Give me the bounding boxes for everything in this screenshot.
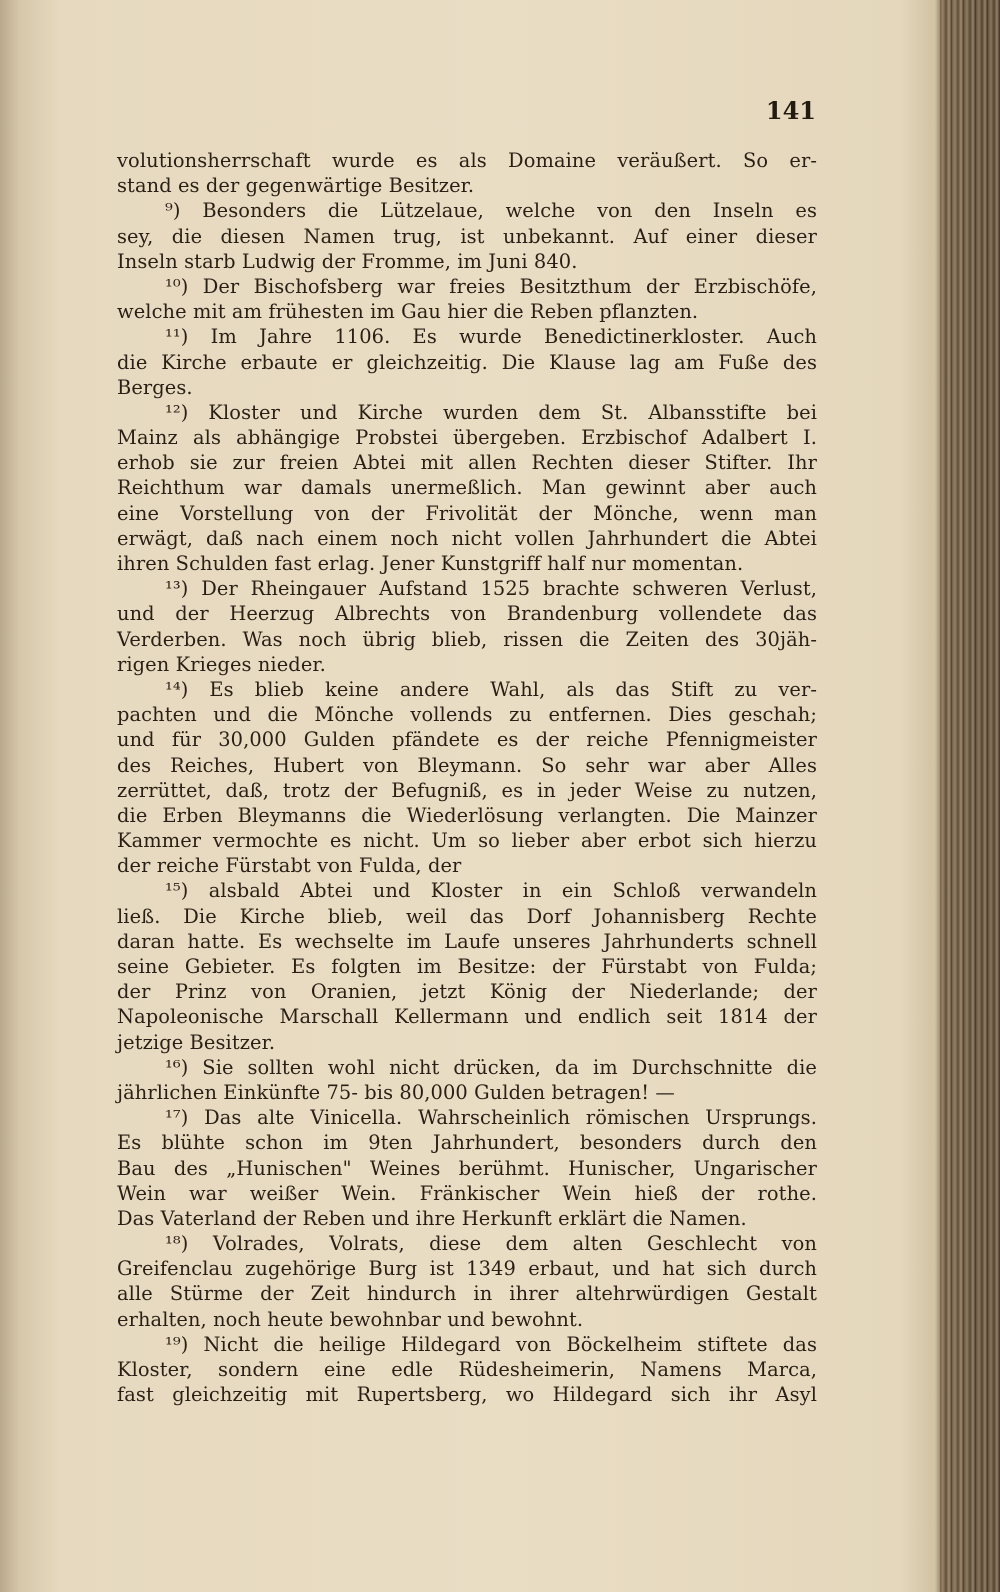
- text-line: zerrüttet, daß, trotz der Befugniß, es in jeder Weise zu nutzen,: [117, 778, 817, 802]
- text-line: ¹¹) Im Jahre 1106. Es wurde Benedictinerkloster. Auch: [165, 325, 817, 349]
- text-line: die Kirche erbaute er gleichzeitig. Die Klause lag am Fuße des: [117, 350, 817, 374]
- text-line: volutionsherrschaft wurde es als Domaine veräußert. So er-: [117, 149, 817, 172]
- text-line: Es blühte schon im 9ten Jahrhundert, besonders durch den: [117, 1131, 817, 1155]
- text-line: der Prinz von Oranien, jetzt König der Niederlande; der: [117, 980, 817, 1004]
- text-line: Reichthum war damals unermeßlich. Man gewinnt aber auch: [117, 476, 817, 500]
- text-line: Greifenclau zugehörige Burg ist 1349 erbaut, und hat sich durch: [117, 1257, 817, 1281]
- text-line: ¹⁵) alsbald Abtei und Kloster in ein Schloß verwandeln: [165, 879, 817, 903]
- text-line: ließ. Die Kirche blieb, weil das Dorf Johannisberg Rechte: [117, 904, 817, 928]
- text-line: erhalten, noch heute bewohnbar und bewohnt.: [117, 1307, 584, 1331]
- text-line: Mainz als abhängige Probstei übergeben. Erzbischof Adalbert I.: [117, 426, 817, 450]
- text-line: Das Vaterland der Reben und ihre Herkunft erklärt die Namen.: [117, 1206, 747, 1230]
- text-line: und für 30,000 Gulden pfändete es der reiche Pfennigmeister: [117, 728, 817, 752]
- text-line: alle Stürme der Zeit hindurch in ihrer altehrwürdigen Gestalt: [117, 1282, 817, 1306]
- text-line: erhob sie zur freien Abtei mit allen Rechten dieser Stifter. Ihr: [117, 451, 817, 475]
- text-line: der reiche Fürstabt von Fulda, der: [117, 854, 462, 878]
- text-line: ¹⁰) Der Bischofsberg war freies Besitzthum der Erzbischöfe,: [165, 274, 817, 298]
- text-line: ⁹) Besonders die Lützelaue, welche von den Inseln es: [165, 199, 817, 223]
- text-line: Verderben. Was noch übrig blieb, rissen die Zeiten des 30jäh-: [117, 627, 817, 651]
- text-line: sey, die diesen Namen trug, ist unbekannt. Auf einer dieser: [117, 224, 817, 248]
- text-line: erwägt, daß nach einem noch nicht vollen Jahrhundert die Abtei: [117, 526, 817, 550]
- text-line: ¹²) Kloster und Kirche wurden dem St. Albansstifte bei: [165, 400, 817, 424]
- footnotes-text: [117, 148, 817, 1407]
- text-line: Berges.: [117, 375, 193, 399]
- text-line: fast gleichzeitig mit Rupertsberg, wo Hildegard sich ihr Asyl: [117, 1383, 817, 1407]
- text-line: welche mit am frühesten im Gau hier die Reben pflanzten.: [117, 300, 699, 324]
- text-line: pachten und die Mönche vollends zu entfernen. Dies geschah;: [117, 703, 817, 727]
- text-line: rigen Krieges nieder.: [117, 652, 326, 676]
- page-number: 141: [765, 96, 816, 125]
- text-line: Wein war weißer Wein. Fränkischer Wein hieß der rothe.: [117, 1181, 817, 1205]
- text-line: ihren Schulden fast erlag. Jener Kunstgriff half nur momentan.: [117, 552, 744, 575]
- text-line: die Erben Bleymanns die Wiederlösung verlangten. Die Mainzer: [117, 803, 817, 827]
- text-line: Napoleonische Marschall Kellermann und endlich seit 1814 der: [117, 1005, 817, 1029]
- text-line: ¹⁴) Es blieb keine andere Wahl, als das Stift zu ver-: [165, 677, 817, 701]
- text-line: des Reiches, Hubert von Bleymann. So sehr war aber Alles: [117, 753, 817, 777]
- text-line: Kloster, sondern eine edle Rüdesheimerin, Namens Marca,: [117, 1358, 817, 1381]
- book-spine: [940, 0, 1000, 1592]
- text-line: ¹⁶) Sie sollten wohl nicht drücken, da im Durchschnitte die: [165, 1055, 817, 1079]
- text-line: daran hatte. Es wechselte im Laufe unseres Jahrhunderts schnell: [117, 929, 817, 953]
- text-line: Bau des „Hunischen" Weines berühmt. Hunischer, Ungarischer: [117, 1156, 817, 1180]
- text-line: ¹⁷) Das alte Vinicella. Wahrscheinlich römischen Ursprungs.: [165, 1106, 817, 1130]
- text-line: Inseln starb Ludwig der Fromme, im Juni 840.: [117, 249, 578, 273]
- text-line: stand es der gegenwärtige Besitzer.: [117, 174, 475, 198]
- text-line: jetzige Besitzer.: [117, 1030, 276, 1054]
- text-line: ¹⁹) Nicht die heilige Hildegard von Böckelheim stiftete das: [165, 1332, 817, 1356]
- text-line: ¹⁸) Volrades, Volrats, diese dem alten Geschlecht von: [165, 1232, 817, 1256]
- text-line: ¹³) Der Rheingauer Aufstand 1525 brachte schweren Verlust,: [165, 577, 817, 601]
- text-line: jährlichen Einkünfte 75- bis 80,000 Gulden betragen! —: [117, 1080, 675, 1104]
- text-line: eine Vorstellung von der Frivolität der Mönche, wenn man: [117, 501, 817, 525]
- text-line: seine Gebieter. Es folgten im Besitze: der Fürstabt von Fulda;: [117, 955, 817, 978]
- text-line: Kammer vermochte es nicht. Um so lieber aber erbot sich hierzu: [117, 829, 817, 853]
- text-line: und der Heerzug Albrechts von Brandenburg vollendete das: [117, 602, 817, 626]
